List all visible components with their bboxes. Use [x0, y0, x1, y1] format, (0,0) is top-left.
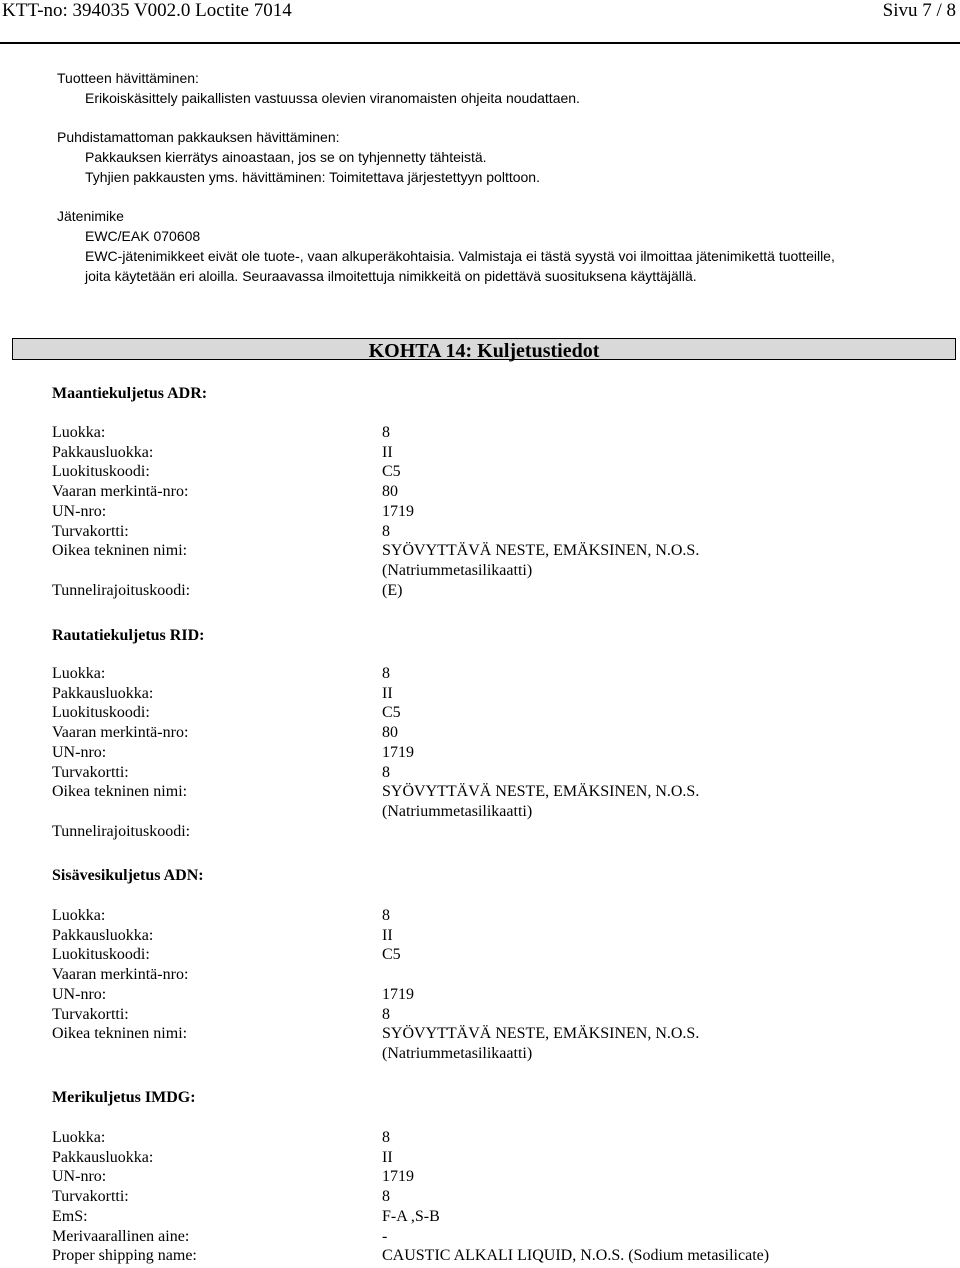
rid-field-label: Pakkausluokka:	[52, 684, 154, 702]
section-14-title: KOHTA 14: Kuljetustiedot	[368, 340, 600, 362]
adn-field-value: SYÖVYTTÄVÄ NESTE, EMÄKSINEN, N.O.S.	[382, 1025, 700, 1043]
adr-field-label: Turvakortti:	[52, 522, 129, 540]
adr-field-value: 80	[382, 483, 398, 501]
adn-field-value: 1719	[382, 985, 414, 1003]
adr-field-label: Luokituskoodi:	[52, 463, 150, 481]
header-divider	[0, 42, 960, 44]
waste-code: EWC/EAK 070608	[85, 228, 201, 244]
adn-heading: Sisävesikuljetus ADN:	[52, 867, 204, 884]
adn-field-label: Oikea tekninen nimi:	[52, 1025, 188, 1043]
adn-field-value: 8	[382, 907, 390, 924]
waste-code-heading: Jätenimike	[57, 208, 124, 224]
adr-field-label: Oikea tekninen nimi:	[52, 542, 188, 560]
packaging-disposal-line2: Tyhjien pakkausten yms. hävittäminen: Toimitettava järjestettyyn polttoon.	[85, 169, 540, 185]
rid-field-value: 8	[382, 763, 390, 781]
rid-field-value: 80	[382, 724, 398, 742]
adr-field-label: Tunnelirajoituskoodi:	[52, 581, 191, 599]
page-number: Sivu 7 / 8	[882, 0, 956, 21]
rid-field-label: Oikea tekninen nimi:	[52, 783, 188, 801]
adr-field-value: 8	[382, 424, 390, 441]
adr-field-label: UN-nro:	[52, 502, 107, 520]
adn-field-label: Luokituskoodi:	[52, 946, 150, 964]
imdg-field-label: Luokka:	[52, 1129, 106, 1146]
imdg-field-label: EmS:	[52, 1207, 88, 1225]
packaging-disposal-line1: Pakkauksen kierrätys ainoastaan, jos se on tyhjennetty tähteistä.	[85, 149, 487, 165]
adr-field-label: Pakkausluokka:	[52, 443, 154, 461]
adr-heading: Maantiekuljetus ADR:	[52, 385, 208, 402]
product-disposal-text: Erikoiskäsittely paikallisten vastuussa olevien viranomaisten ohjeita noudattaen.	[85, 90, 580, 106]
waste-note-line1: EWC-jätenimikkeet eivät ole tuote-, vaan alkuperäkohtaisia. Valmistaja ei tästä syystä voi ilmoittaa jätenimikettä tuotteille,	[85, 248, 835, 264]
adn-field-label: Luokka:	[52, 907, 106, 924]
adr-field-value: (Natriummetasilikaatti)	[382, 561, 533, 579]
rid-field-value: SYÖVYTTÄVÄ NESTE, EMÄKSINEN, N.O.S.	[382, 783, 700, 801]
adr-field-label: Luokka:	[52, 424, 106, 441]
rid-heading: Rautatiekuljetus RID:	[52, 627, 205, 644]
imdg-field-value: 8	[382, 1188, 390, 1206]
imdg-field-label: Proper shipping name:	[52, 1247, 197, 1265]
adn-field-value: C5	[382, 946, 401, 964]
packaging-disposal-heading: Puhdistamattoman pakkauksen hävittäminen:	[57, 129, 340, 145]
adr-field-value: 8	[382, 522, 390, 540]
imdg-field-value: II	[382, 1148, 393, 1166]
rid-field-label: Luokka:	[52, 665, 106, 682]
adn-field-label: Turvakortti:	[52, 1005, 129, 1023]
waste-note-line2: joita käytetään eri aloilla. Seuraavassa ilmoitettuja nimikkeitä on pidettävä suosituksena käyttäjällä.	[85, 268, 697, 284]
adn-field-label: Pakkausluokka:	[52, 926, 154, 944]
imdg-field-label: Merivaarallinen aine:	[52, 1227, 190, 1245]
adr-field-value: SYÖVYTTÄVÄ NESTE, EMÄKSINEN, N.O.S.	[382, 542, 700, 560]
imdg-field-value: 8	[382, 1129, 390, 1146]
imdg-heading: Merikuljetus IMDG:	[52, 1089, 196, 1106]
rid-field-value: C5	[382, 704, 401, 722]
rid-field-value: II	[382, 684, 393, 702]
adr-field-value: C5	[382, 463, 401, 481]
adn-field-value: II	[382, 926, 393, 944]
imdg-field-value: CAUSTIC ALKALI LIQUID, N.O.S. (Sodium metasilicate)	[382, 1247, 770, 1265]
imdg-field-value: F-A ,S-B	[382, 1207, 440, 1225]
adr-field-value: II	[382, 443, 393, 461]
adr-field-value: 1719	[382, 502, 414, 520]
rid-field-label: Vaaran merkintä-nro:	[52, 724, 189, 742]
rid-field-label: Luokituskoodi:	[52, 704, 150, 722]
imdg-field-label: UN-nro:	[52, 1168, 107, 1186]
rid-field-value: 1719	[382, 743, 414, 761]
adn-field-value: (Natriummetasilikaatti)	[382, 1044, 533, 1062]
rid-field-label: Tunnelirajoituskoodi:	[52, 822, 191, 840]
document-header-id: KTT-no: 394035 V002.0 Loctite 7014	[2, 0, 292, 21]
adr-field-label: Vaaran merkintä-nro:	[52, 483, 189, 501]
rid-field-label: UN-nro:	[52, 743, 107, 761]
rid-field-label: Turvakortti:	[52, 763, 129, 781]
adn-field-label: UN-nro:	[52, 985, 107, 1003]
rid-field-value: (Natriummetasilikaatti)	[382, 802, 533, 820]
imdg-field-label: Pakkausluokka:	[52, 1148, 154, 1166]
imdg-field-label: Turvakortti:	[52, 1188, 129, 1206]
product-disposal-heading: Tuotteen hävittäminen:	[57, 70, 199, 86]
adn-field-label: Vaaran merkintä-nro:	[52, 966, 189, 984]
imdg-field-value: -	[382, 1227, 388, 1245]
imdg-field-value: 1719	[382, 1168, 414, 1186]
adr-field-value: (E)	[382, 581, 403, 599]
adn-field-value: 8	[382, 1005, 390, 1023]
rid-field-value: 8	[382, 665, 390, 682]
